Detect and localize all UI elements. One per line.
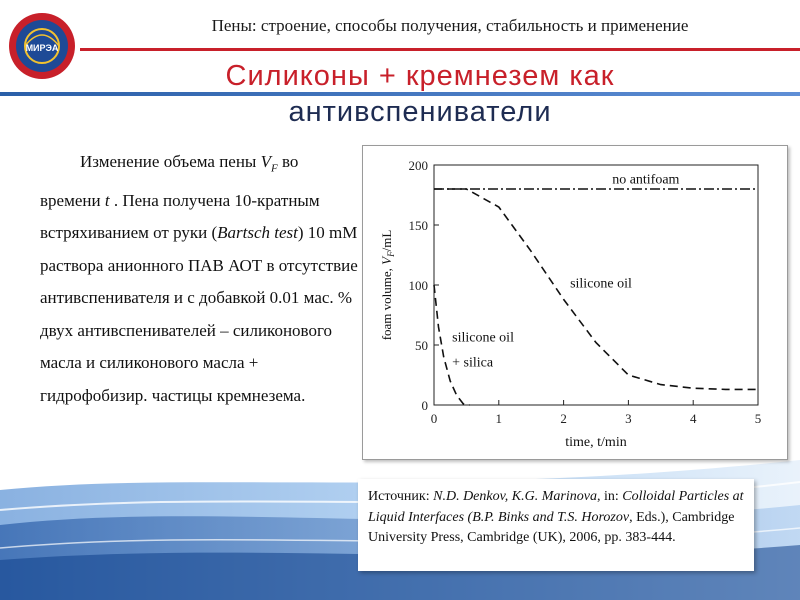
x-tick-label: 3: [625, 411, 632, 426]
series-label-no-antifoam: no antifoam: [612, 172, 680, 188]
source-mid1: , in:: [596, 489, 623, 504]
x-tick-label: 1: [495, 411, 503, 426]
source-book: Colloidal Particles at Liquid Interfaces (B.P. Binks and T.S. Horozov: [368, 489, 744, 525]
series-label-silicone-oil: silicone oil: [570, 276, 632, 292]
source-mid2: , Eds.), Cambridge University Press, Cambridge (UK), 2006, pp. 383-444.: [368, 509, 735, 545]
y-tick-label: 150: [408, 218, 428, 233]
university-logo: [6, 10, 78, 82]
y-tick-label: 0: [421, 398, 428, 413]
source-prefix: Источник:: [368, 489, 434, 504]
chart-frame: [362, 145, 788, 460]
description-text: [40, 146, 358, 412]
x-tick-label: 2: [560, 411, 567, 426]
slide-title-line1: Силиконы + кремнезем как: [225, 60, 615, 92]
source-citation: [358, 479, 754, 571]
x-tick-label: 5: [754, 411, 762, 426]
y-tick-label: 200: [408, 158, 428, 173]
desc-t: t: [104, 190, 110, 210]
desc-part1: Изменение объема пены: [80, 152, 261, 171]
series-label-silica-line1: silicone oil: [452, 330, 514, 346]
title-divider-blue: [0, 92, 800, 96]
desc-part4: ) 10 mM раствора анионного ПАВ АОТ в отсутствие антивспенивателя и с добавкой 0.01 мас. % двух антивспенивателей – силиконового масла и силиконового масла + гидрофобизир. частицы кремнезема.: [40, 223, 358, 405]
foam-volume-chart: [363, 146, 787, 459]
y-tick-label: 50: [415, 338, 428, 353]
desc-bartsch: Bartsch test: [217, 223, 298, 243]
desc-vf-sub: F: [271, 162, 278, 175]
x-tick-label: 0: [430, 411, 438, 426]
y-tick-label: 100: [408, 278, 428, 293]
y-axis-label: foam volume, $V_F/mL$: [379, 229, 396, 341]
x-tick-label: 4: [689, 411, 697, 426]
header-divider-red: [80, 48, 800, 51]
x-axis-label: time, t/min: [565, 435, 627, 450]
header-title: Пены: строение, способы получения, стабильность и применение: [211, 16, 689, 35]
desc-part3: . Пена получена 10-кратным встряхиванием от руки (: [40, 190, 320, 243]
source-authors: N.D. Denkov, K.G. Marinova: [433, 489, 597, 504]
desc-vf: V: [260, 152, 271, 171]
desc-part2: во времени: [40, 152, 299, 210]
series-label-silica-line2: + silica: [452, 355, 494, 371]
slide-title-line2: антивспениватели: [288, 96, 552, 128]
logo-text: МИРЭА: [25, 43, 59, 53]
